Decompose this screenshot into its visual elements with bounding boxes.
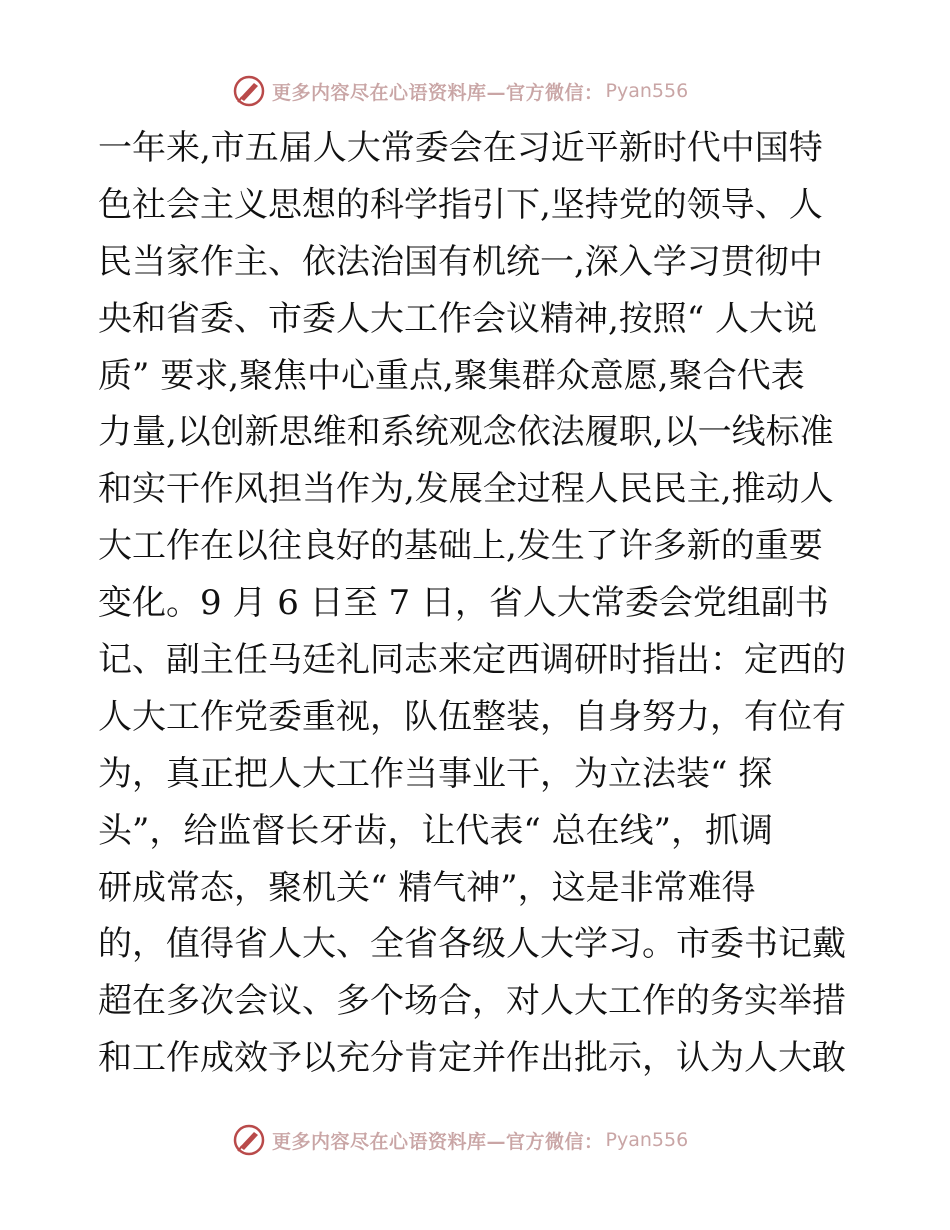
text-line: 质” 要求,聚焦中心重点,聚集群众意愿,聚合代表 <box>98 355 805 396</box>
text-line: 头”，给监督长牙齿，让代表“ 总在线”，抓调 <box>98 810 773 851</box>
header-watermark <box>232 73 688 109</box>
text-line: 色社会主义思想的科学指引下,坚持党的领导、人 <box>98 184 823 225</box>
text-line: 变化。9 月 6 日至 7 日，省人大常委会党组副书 <box>98 583 829 624</box>
text-line: 一年来,市五届人大常委会在习近平新时代中国特 <box>98 128 823 168</box>
text-line: 研成常态，聚机关“ 精气神”，这是非常难得 <box>98 867 756 908</box>
body-paragraph <box>98 120 858 1087</box>
text-line: 民当家作主、依法治国有机统一,深入学习贯彻中 <box>98 241 823 282</box>
text-line: 和实干作风担当作为,发展全过程人民民主,推动人 <box>98 469 834 510</box>
text-line: 和工作成效予以充分肯定并作出批示，认为人大敢 <box>98 1038 846 1079</box>
watermark-wechat-id: Pyan556 <box>605 1129 689 1151</box>
text-line: 记、副主任马廷礼同志来定西调研时指出：定西的 <box>98 640 846 681</box>
text-line: 央和省委、市委人大工作会议精神,按照“ 人大说 <box>98 298 817 339</box>
watermark-wechat-id: Pyan556 <box>605 80 689 102</box>
text-line: 力量,以创新思维和系统观念依法履职,以一线标准 <box>98 412 834 453</box>
text-line: 为，真正把人大工作当事业干，为立法装“ 探 <box>98 753 773 794</box>
pen-logo-icon <box>232 1123 266 1157</box>
watermark-text: 更多内容尽在心语资料库—官方微信： <box>272 81 604 104</box>
footer-watermark <box>232 1122 688 1158</box>
text-line: 的，值得省人大、全省各级人大学习。市委书记戴 <box>98 924 846 965</box>
watermark-text: 更多内容尽在心语资料库—官方微信： <box>272 1130 604 1153</box>
text-line: 大工作在以往良好的基础上,发生了许多新的重要 <box>98 526 823 567</box>
text-line: 人大工作党委重视，队伍整装，自身努力，有位有 <box>98 696 846 737</box>
text-line: 超在多次会议、多个场合，对人大工作的务实举措 <box>98 981 846 1022</box>
pen-logo-icon <box>232 74 266 108</box>
